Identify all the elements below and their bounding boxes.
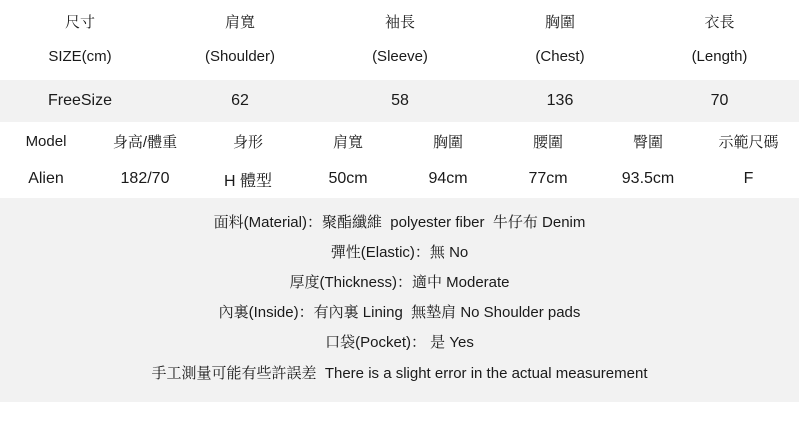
model-header-7: 示範尺碼 <box>718 133 779 151</box>
model-value-3: 50cm <box>328 170 368 187</box>
model-header-2: 身形 <box>232 133 263 151</box>
note-elastic: 彈性(Elastic)：無 No <box>330 244 469 261</box>
size-header-cn-2: 袖長 <box>384 14 415 31</box>
note-measurement-disclaimer: 手工測量可能有些許誤差 There is a slight error in the actual measurement <box>151 365 648 382</box>
size-value-3: 136 <box>546 92 574 109</box>
note-inside: 內裏(Inside)：有內裏 Lining 無墊肩 No Shoulder pads <box>218 304 581 321</box>
size-header-en-4: (Length) <box>691 48 748 65</box>
size-header-cn-1: 肩寬 <box>224 14 255 31</box>
size-header-en-1: (Shoulder) <box>204 48 276 65</box>
size-table-header-en-row <box>0 40 799 80</box>
model-value-2: H 體型 <box>223 172 272 190</box>
model-table-header-row <box>0 122 799 160</box>
size-header-en-3: (Chest) <box>535 48 585 65</box>
model-value-5: 77cm <box>528 170 568 187</box>
note-material: 面料(Material)：聚酯纖維 polyester fiber 牛仔布 Denim <box>213 214 586 231</box>
size-header-en-2: (Sleeve) <box>372 48 428 65</box>
size-value-2: 58 <box>391 92 409 109</box>
model-header-3: 肩寬 <box>332 133 363 151</box>
model-value-6: 93.5cm <box>621 170 675 187</box>
size-header-en-0: SIZE(cm) <box>48 48 112 65</box>
model-header-1: 身高/體重 <box>112 133 178 151</box>
note-thickness: 厚度(Thickness)：適中 Moderate <box>289 274 510 291</box>
size-value-0: FreeSize <box>47 92 113 109</box>
model-value-4: 94cm <box>428 170 468 187</box>
model-value-7: F <box>743 170 754 187</box>
size-header-cn-0: 尺寸 <box>64 14 95 31</box>
model-value-1: 182/70 <box>120 170 170 187</box>
size-table <box>0 0 799 122</box>
model-value-0: Alien <box>28 170 64 187</box>
size-header-cn-3: 胸圍 <box>544 14 575 31</box>
model-table <box>0 122 799 198</box>
model-header-4: 胸圍 <box>432 133 463 151</box>
size-header-cn-4: 衣長 <box>704 14 735 31</box>
material-notes <box>0 198 799 402</box>
size-table-header-cn-row <box>0 0 799 40</box>
model-table-row <box>0 160 799 198</box>
model-header-0: Model <box>25 132 67 150</box>
model-header-5: 腰圍 <box>532 133 563 151</box>
note-pocket: 口袋(Pocket)： 是 Yes <box>325 334 474 351</box>
model-header-6: 臀圍 <box>632 133 663 151</box>
size-value-4: 70 <box>710 92 729 109</box>
size-table-row <box>0 80 799 122</box>
size-value-1: 62 <box>231 92 249 109</box>
